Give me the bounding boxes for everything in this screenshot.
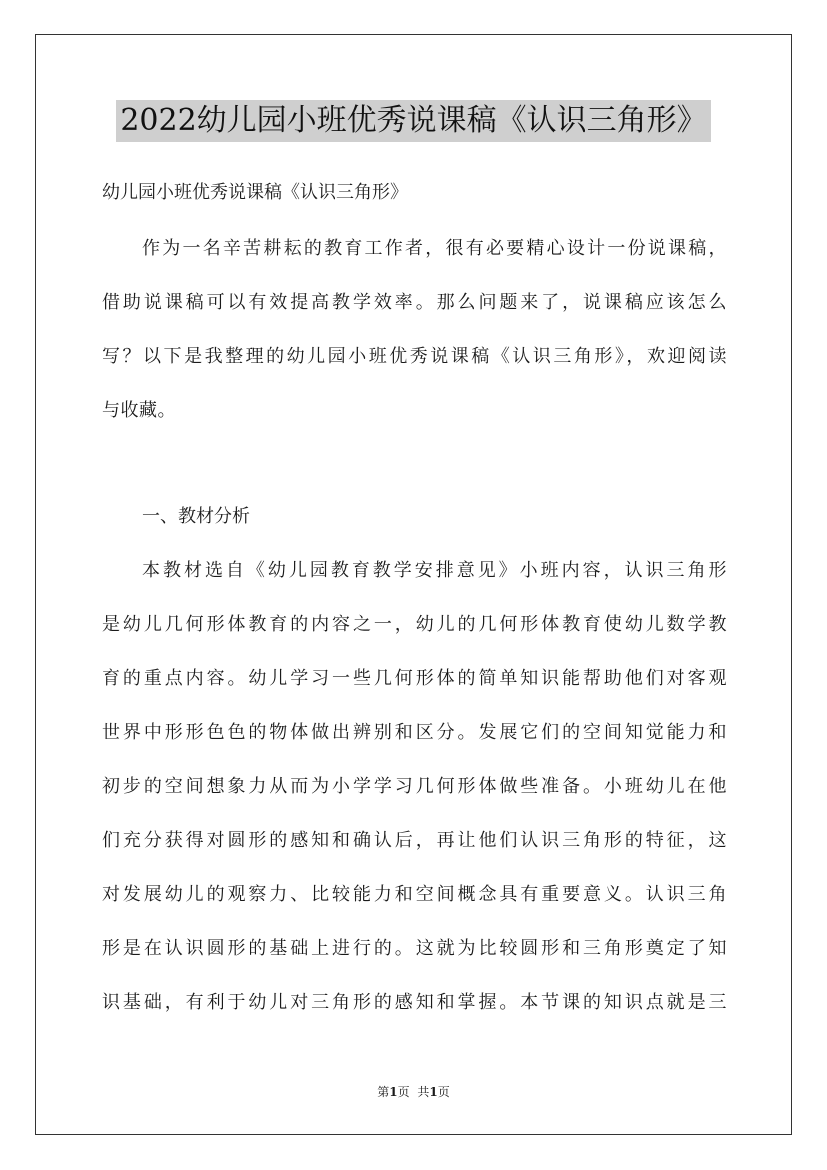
total-pages: 1: [429, 1085, 438, 1099]
paragraph-line: 识基础，有利于幼儿对三角形的感知和掌握。本节课的知识点就是三: [102, 992, 727, 1013]
title-container: [0, 100, 827, 142]
page-number: 1: [389, 1085, 398, 1099]
total-prefix: 共: [417, 1085, 430, 1099]
page-prefix: 第: [377, 1085, 390, 1099]
paragraph-line: 世界中形形色色的物体做出辨别和区分。发展它们的空间知觉能力和: [102, 722, 727, 743]
total-suffix: 页: [437, 1085, 450, 1099]
paragraph-line: 写？以下是我整理的幼儿园小班优秀说课稿《认识三角形》，欢迎阅读: [102, 346, 727, 367]
body-paragraph: [102, 544, 727, 1030]
paragraph-line: 形是在认识圆形的基础上进行的。这就为比较圆形和三角形奠定了知: [102, 938, 727, 959]
page-footer: [0, 1083, 827, 1101]
paragraph-line: 借助说课稿可以有效提高教学效率。那么问题来了，说课稿应该怎么: [102, 292, 727, 313]
paragraph-line: 作为一名辛苦耕耘的教育工作者，很有必要精心设计一份说课稿，: [142, 238, 727, 259]
paragraph-line: 本教材选自《幼儿园教育教学安排意见》小班内容，认识三角形: [142, 560, 727, 581]
paragraph-line: 初步的空间想象力从而为小学学习几何形体做些准备。小班幼儿在他: [102, 776, 727, 797]
page-suffix: 页: [397, 1085, 410, 1099]
paragraph-line: 与收藏。: [102, 400, 176, 421]
paragraph-line: 对发展幼儿的观察力、比较能力和空间概念具有重要意义。认识三角: [102, 884, 727, 905]
section-heading: 一、教材分析: [142, 506, 250, 527]
paragraph-line: 育的重点内容。幼儿学习一些几何形体的简单知识能帮助他们对客观: [102, 668, 727, 689]
paragraph-line: 们充分获得对圆形的感知和确认后，再让他们认识三角形的特征，这: [102, 830, 727, 851]
document-title: 2022幼儿园小班优秀说课稿《认识三角形》: [116, 100, 710, 142]
intro-paragraph: [102, 222, 727, 438]
document-subtitle: 幼儿园小班优秀说课稿《认识三角形》: [102, 182, 408, 203]
paragraph-line: 是幼儿几何形体教育的内容之一，幼儿的几何形体教育使幼儿数学教: [102, 614, 727, 635]
